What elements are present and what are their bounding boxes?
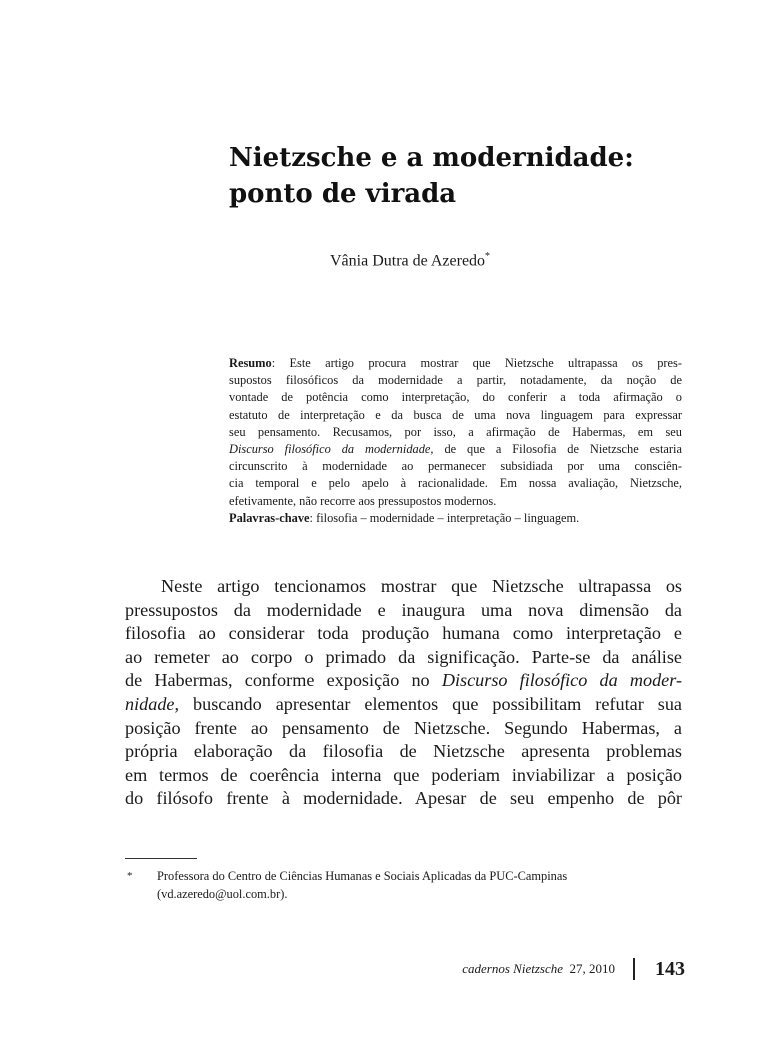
author (330, 251, 490, 270)
body-line: nidade, buscando apresentar elementos que possibilitam refutar sua (125, 693, 682, 714)
running-footer (420, 958, 685, 982)
footnote-divider (125, 858, 197, 859)
cited-work-title-end: nidade (125, 693, 175, 714)
abstract-line: estatuto de interpretação e da busca de uma nova linguagem para expressar (229, 407, 682, 422)
abstract (229, 355, 682, 527)
body-text (125, 575, 682, 811)
body-line: filosofia ao considerar toda produção humana como interpretação e (125, 623, 682, 644)
footnote-line-2: (vd.azeredo@uol.com.br). (157, 887, 288, 901)
title-line-1: Nietzsche e a modernidade: (229, 143, 634, 173)
body-line: do filósofo frente à modernidade. Apesar de seu empenho de pôr (125, 788, 682, 809)
keywords (229, 510, 682, 527)
abstract-label: Resumo (229, 356, 272, 370)
body-line: pressupostos da modernidade e inaugura uma nova dimensão da (125, 599, 682, 620)
footnote-line-1: Professora do Centro de Ciências Humanas e Sociais Aplicadas da PUC-Campinas (157, 869, 568, 883)
body-line: própria elaboração da filosofia de Nietzsche apresenta problemas (125, 741, 682, 762)
footnote-mark: * (127, 870, 133, 882)
abstract-line: efetivamente, não recorre aos pressupostos modernos. (229, 493, 497, 508)
keywords-list: : filosofia – modernidade – interpretação – linguagem. (309, 510, 580, 525)
body-line: em termos de coerência interna que poderiam inviabilizar a posição (125, 764, 682, 785)
title-line-2: ponto de virada (229, 179, 457, 209)
page-number: 143 (655, 958, 685, 980)
keywords-label: Palavras-chave (229, 510, 310, 525)
abstract-line: circunscrito à modernidade ao permanecer subsidiada por uma consciên- (229, 459, 682, 474)
abstract-line: cia temporal e pelo apelo à racionalidade. Em nossa avaliação, Nietzsche, (229, 476, 682, 491)
footer-separator (633, 958, 635, 980)
journal-name: cadernos Nietzsche (462, 961, 563, 976)
author-footnote-mark: * (485, 251, 491, 262)
abstract-line: supostos filosóficos da modernidade a partir, notadamente, da noção de (229, 373, 682, 388)
abstract-line: vontade de potência como interpretação, do conferir a toda afirmação o (229, 390, 682, 405)
cited-work-title: Discurso filosófico da modernidade, (229, 442, 434, 457)
body-line: ao remeter ao corpo o primado da significação. Parte-se da análise (125, 646, 682, 667)
abstract-line: seu pensamento. Recusamos, por isso, a afirmação de Habermas, em seu (229, 424, 682, 439)
journal-issue: 27, 2010 (569, 961, 615, 976)
journal-citation (462, 961, 615, 977)
body-line: de Habermas, conforme exposição no Discurso filosófico da moder- (125, 670, 682, 691)
article-title (229, 140, 729, 212)
abstract-line: Resumo: Este artigo procura mostrar que Nietzsche ultrapassa os pres- (229, 356, 682, 370)
cited-work-title: Discurso filosófico da moder- (441, 670, 682, 691)
author-name: Vânia Dutra de Azeredo (330, 252, 486, 270)
footnote (125, 867, 685, 903)
abstract-line: Discurso filosófico da modernidade, de que a Filosofia de Nietzsche estaria (229, 442, 682, 457)
body-line: Neste artigo tencionamos mostrar que Nietzsche ultrapassa os (161, 576, 682, 596)
body-line: posição frente ao pensamento de Nietzsche. Segundo Habermas, a (125, 717, 682, 738)
